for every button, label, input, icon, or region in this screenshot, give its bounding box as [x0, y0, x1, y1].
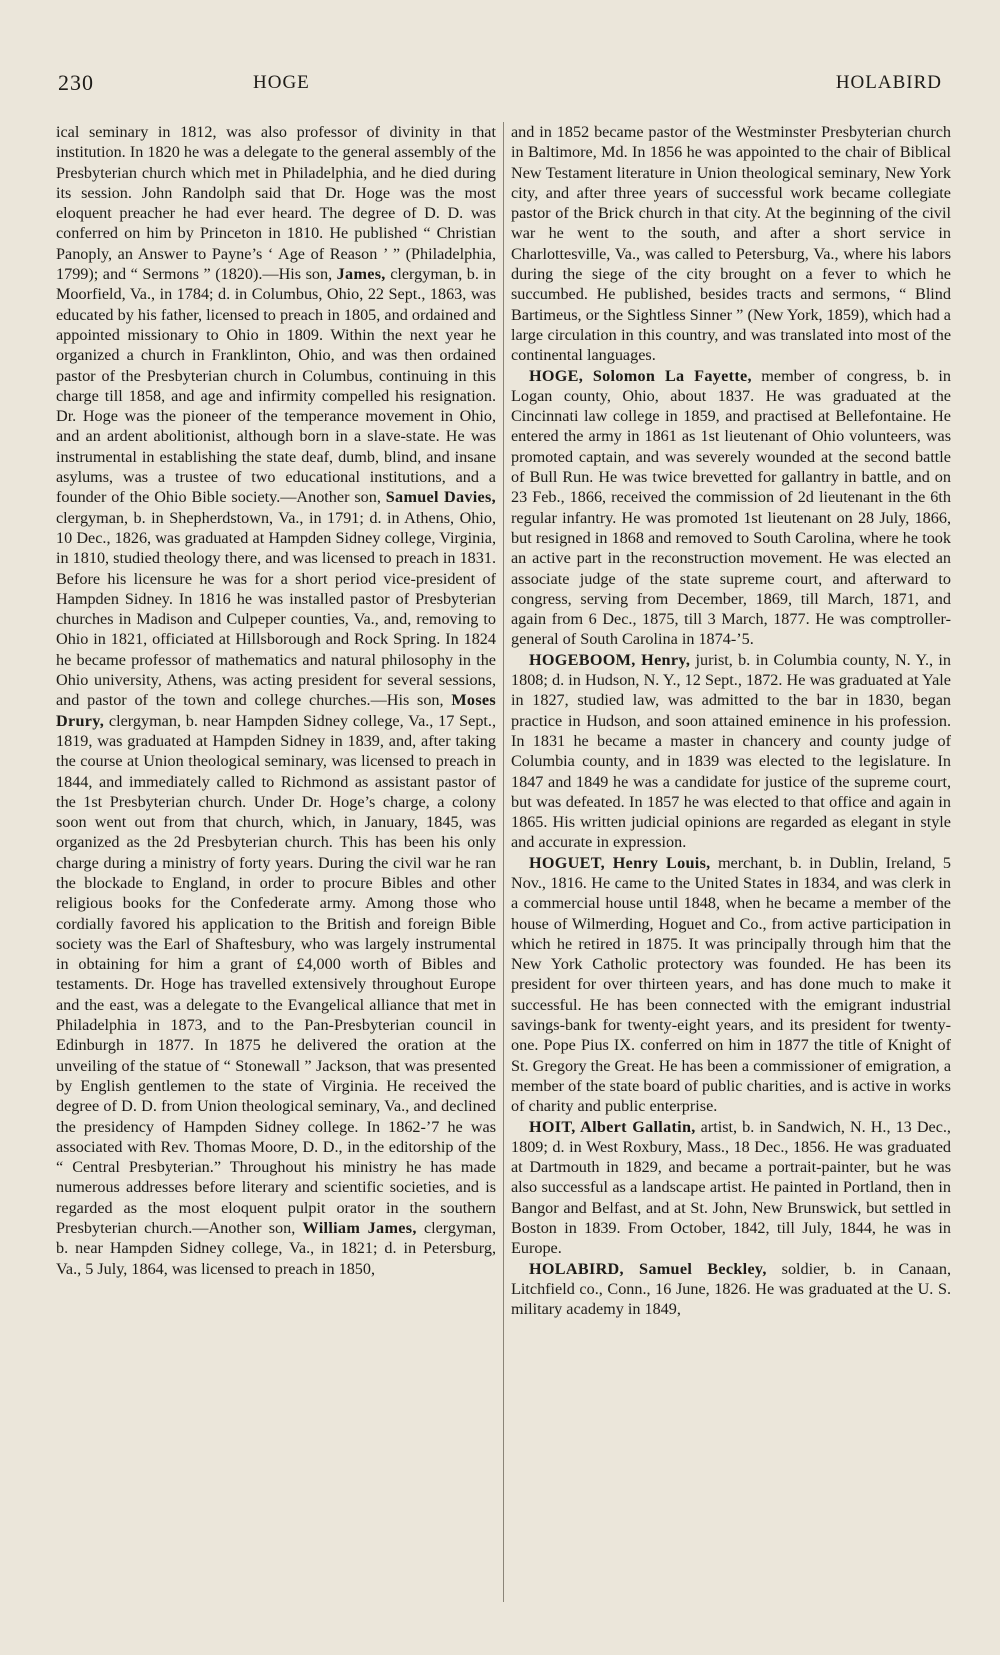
- left-column: [56, 122, 496, 1602]
- column-divider: [503, 122, 504, 1602]
- entry-text: jurist, b. in Columbia county, N. Y., in 1808; d. in Hudson, N. Y., 12 Sept., 1872. He was graduated at Yale in 1827, studied law, was admitted to the bar in 1830, began practice in Hudson, and soon attained eminence in his profession. In 1831 he became a master in chancery and county judge of Columbia county, and in 1839 was elected to the legislature. In 1847 and 1849 he was a candidate for justice of the supreme court, but was defeated. In 1857 he was elected to that office and again in 1865. His written judicial opinions are regarded as elegant in style and accurate in expression.: [511, 650, 951, 852]
- entry-name-samuel: Samuel Davies,: [385, 488, 496, 507]
- entry-hoguet-henry: [511, 853, 951, 1117]
- text-run: clergyman, b. in Shepherdstown, Va., in 1791; d. in Athens, Ohio, 10 Dec., 1826, was graduated at Hampden Sidney college, Virginia, in 1810, studied theology there, and was licensed to preach in 1831. Before his licensure he was for a short period vice-president of Hampden Sidney. In 1816 he was installed pastor of Presbyterian churches in Madison and Culpeper counties, Va., and, removing to Ohio in 1821, officiated at Hillsborough and Rock Spring. In 1824 he became professor of mathematics and natural philosophy in the Ohio university, Athens, was acting president for several sessions, and pastor of the town and college churches.—His son,: [56, 508, 496, 710]
- continuation-paragraph: and in 1852 became pastor of the Westminster Presbyterian church in Baltimore, Md. In 1856 he was appointed to the chair of Biblical New Testament literature in Union theological seminary, New York city, and after three years of successful work became collegiate pastor of the Brick church in that city. At the beginning of the civil war he went to the south, and after a short service in Charlottesville, Va., was called to Petersburg, Va., where his labors during the siege of the city brought on a fever to which he succumbed. He published, besides tracts and sermons, “ Blind Bartimeus, or the Sightless Sinner ” (New York, 1859), which had a large circulation in this country, and was translated into most of the continental languages.: [511, 123, 951, 365]
- text-run: clergyman, b. in Moorfield, Va., in 1784; d. in Columbus, Ohio, 22 Sept., 1863, was educated by his father, licensed to preach in 1805, and ordained and appointed missionary to Ohio in 1809. Within the next year he organized a church in Franklinton, Ohio, and was then ordained pastor of the Presbyterian church in Columbus, continuing in this charge till 1858, and age and infirmity compelled his resignation. Dr. Hoge was the pioneer of the temperance movement in Ohio, and an ardent abolitionist, although born in a slave-state. He was instrumental in establishing the state deaf, dumb, blind, and insane asylums, was a trustee of two educational institutions, and a founder of the Ohio Bible society.—Another son,: [56, 265, 496, 507]
- entry-name-william: William James,: [302, 1219, 417, 1238]
- entry-name: HOGUET, Henry Louis,: [529, 853, 711, 872]
- entry-holabird-samuel: [511, 1259, 951, 1320]
- right-column: [511, 122, 951, 1602]
- hoge-family-paragraph: [56, 122, 496, 1279]
- running-header: [58, 70, 942, 100]
- entry-name: HOIT, Albert Gallatin,: [529, 1117, 696, 1136]
- entry-name-james: James,: [336, 265, 386, 284]
- header-left-word: HOGE: [253, 72, 310, 93]
- text-run: clergyman, b. near Hampden Sidney college, Va., in 1821; d. in Petersburg, Va., 5 July, 1864, was licensed to preach in 1850,: [56, 1219, 496, 1278]
- entry-name: HOLABIRD, Samuel Beckley,: [529, 1259, 767, 1278]
- entry-hogeboom-henry: [511, 650, 951, 853]
- entry-hoit-albert: [511, 1117, 951, 1259]
- entry-text: merchant, b. in Dublin, Ireland, 5 Nov., 1816. He came to the United States in 1834, and was clerk in a commercial house until 1848, when he became a member of the house of Wilmerding, Hoguet and Co., from active participation in which he retired in 1875. It was principally through him that the New York Catholic protectory was founded. He has been its president for over thirteen years, and has done much to make it successful. He has been connected with the emigrant industrial savings-bank for twenty-eight years, and its president for twenty-one. Pope Pius IX. conferred on him in 1877 the title of Knight of St. Gregory the Great. He has been a commissioner of emigration, a member of the state board of public charities, and is active in works of charity and public enterprise.: [511, 853, 951, 1116]
- entry-name: HOGEBOOM, Henry,: [529, 650, 691, 669]
- entry-text: soldier, b. in Canaan, Litchfield co., Conn., 16 June, 1826. He was graduated at the U. S. military academy in 1849,: [511, 1259, 951, 1319]
- entry-hoge-solomon: [511, 366, 951, 650]
- text-run: clergyman, b. near Hampden Sidney college, Va., 17 Sept., 1819, was graduated at Hampden Sidney in 1839, and, after taking the course at Union theological seminary, was licensed to preach in 1844, and immediately called to Richmond as assistant pastor of the 1st Presbyterian church. Under Dr. Hoge’s charge, a colony soon went out from that church, which, in January, 1845, was organized as the 2d Presbyterian church. This has been his only charge during a ministry of forty years. During the civil war he ran the blockade to England, in order to procure Bibles and other religious books for the Confederate army. Among those who cordially favored his application to the British and foreign Bible society was the Earl of Shaftesbury, who was largely instrumental in obtaining for him a grant of £4,000 worth of Bibles and testaments. Dr. Hoge has travelled extensively throughout Europe and the east, was a delegate to the Evangelical alliance that met in Philadelphia in 1873, and to the Pan-Presbyterian council in Edinburgh in 1877. In 1875 he delivered the oration at the unveiling of the statue of “ Stonewall ” Jackson, that was presented by English gentlemen to the state of Virginia. He received the degree of D. D. from Union theological seminary, Va., and declined the presidency of Hampden Sidney college. In 1862-’7 he was associated with Rev. Thomas Moore, D. D., in the editorship of the “ Central Presbyterian.” Throughout his ministry he has made numerous addresses before literary and scientific societies, and is regarded as the most eloquent pulpit orator in the southern Presbyterian church.—Another son,: [56, 711, 496, 1238]
- entry-text: member of congress, b. in Logan county, Ohio, about 1837. He was graduated at the Cincinnati law college in 1859, and practised at Bellefontaine. He entered the army in 1861 as 1st lieutenant of Ohio volunteers, was promoted captain, and was severely wounded at the second battle of Bull Run. He was twice brevetted for gallantry in battle, and on 23 Feb., 1866, received the commission of 2d lieutenant in the 6th regular infantry. He was promoted 1st lieutenant on 28 July, 1866, but resigned in 1868 and removed to South Carolina, where he took an active part in the reconstruction movement. He was elected an associate judge of the state supreme court, and afterward to congress, serving from December, 1869, till March, 1871, and again from 6 Dec., 1875, till 3 March, 1877. He was comptroller-general of South Carolina in 1874-’5.: [511, 366, 951, 649]
- entry-name: HOGE, Solomon La Fayette,: [529, 366, 752, 385]
- entry-name-moses: Moses Drury,: [56, 691, 496, 730]
- page-number: 230: [58, 70, 94, 95]
- entry-text: artist, b. in Sandwich, N. H., 13 Dec., 1809; d. in West Roxbury, Mass., 18 Dec., 1856. He was graduated at Dartmouth in 1829, and became a portrait-painter, but he was also successful as a landscape artist. He painted in Portland, then in Bangor and Belfast, and at St. John, New Brunswick, but settled in Boston in 1839. From October, 1842, till July, 1844, he was in Europe.: [511, 1117, 951, 1258]
- header-right-word: HOLABIRD: [835, 72, 942, 93]
- text-run: ical seminary in 1812, was also professor of divinity in that institution. In 1820 he was a delegate to the general assembly of the Presbyterian church which met in Philadelphia, and he died during its session. John Randolph said that Dr. Hoge was the most eloquent preacher he had ever heard. The degree of D. D. was conferred on him by Princeton in 1810. He published “ Christian Panoply, an Answer to Payne’s ‘ Age of Reason ’ ” (Philadelphia, 1799); and “ Sermons ” (1820).—His son,: [56, 123, 496, 284]
